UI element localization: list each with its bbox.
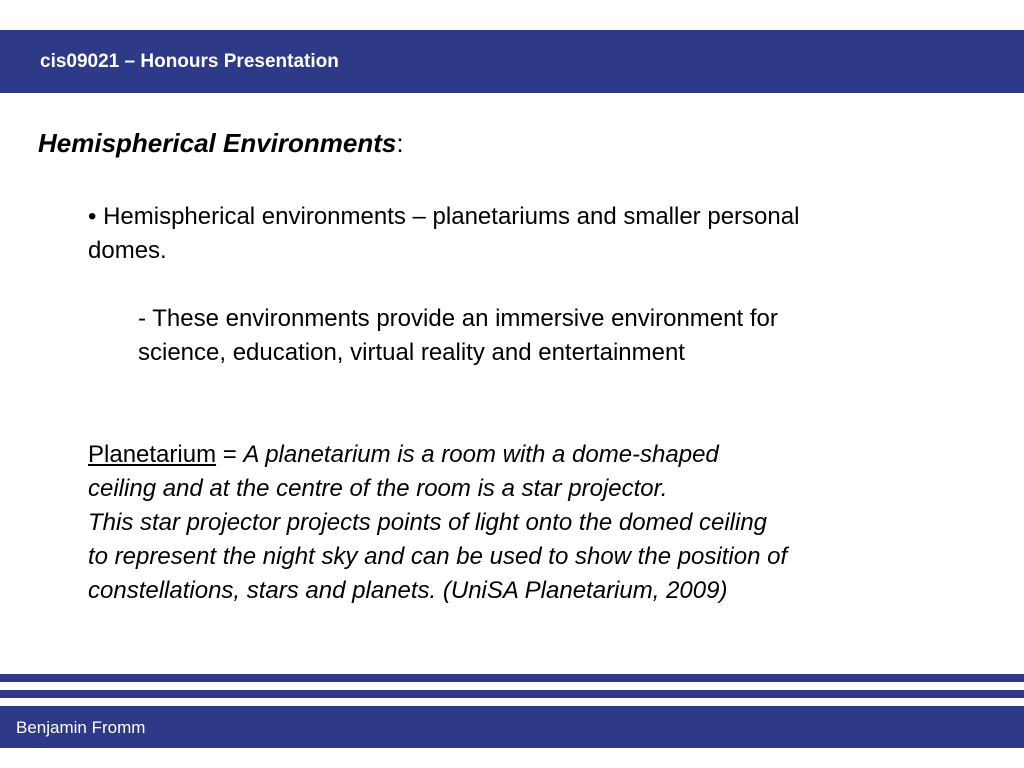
definition-line-2: ceiling and at the centre of the room is a star projector. [88, 475, 668, 502]
heading-text: Hemispherical Environments [38, 128, 397, 158]
footer-stripe-middle [0, 690, 1024, 698]
header-bar [0, 30, 1024, 93]
definition-term: Planetarium [88, 441, 217, 468]
bullet-point [88, 200, 868, 268]
bullet-marker: • [88, 203, 97, 230]
slide-heading [38, 128, 404, 159]
sub-point-line-1: - These environments provide an immersive environment for [138, 305, 778, 332]
footer-author: Benjamin Fromm [16, 718, 146, 737]
header-title: cis09021 – Honours Presentation [40, 51, 339, 72]
definition-equals: = [216, 441, 244, 468]
definition-line-5: constellations, stars and planets. (UniSA Planetarium, 2009) [88, 577, 728, 604]
sub-point [138, 302, 938, 370]
definition-line-1 [88, 438, 988, 472]
bullet-text: Hemispherical environments – planetariums and smaller personal domes. [88, 203, 800, 264]
footer-stripe-top [0, 674, 1024, 682]
sub-point-line-2: science, education, virtual reality and entertainment [138, 339, 685, 366]
planetarium-definition [88, 438, 988, 608]
definition-line-3: This star projector projects points of light onto the domed ceiling [88, 509, 768, 536]
definition-text-1: A planetarium is a room with a dome-shaped [243, 441, 719, 468]
definition-line-4: to represent the night sky and can be used to show the position of [88, 543, 788, 570]
heading-colon: : [396, 128, 404, 158]
footer-bar [0, 706, 1024, 748]
